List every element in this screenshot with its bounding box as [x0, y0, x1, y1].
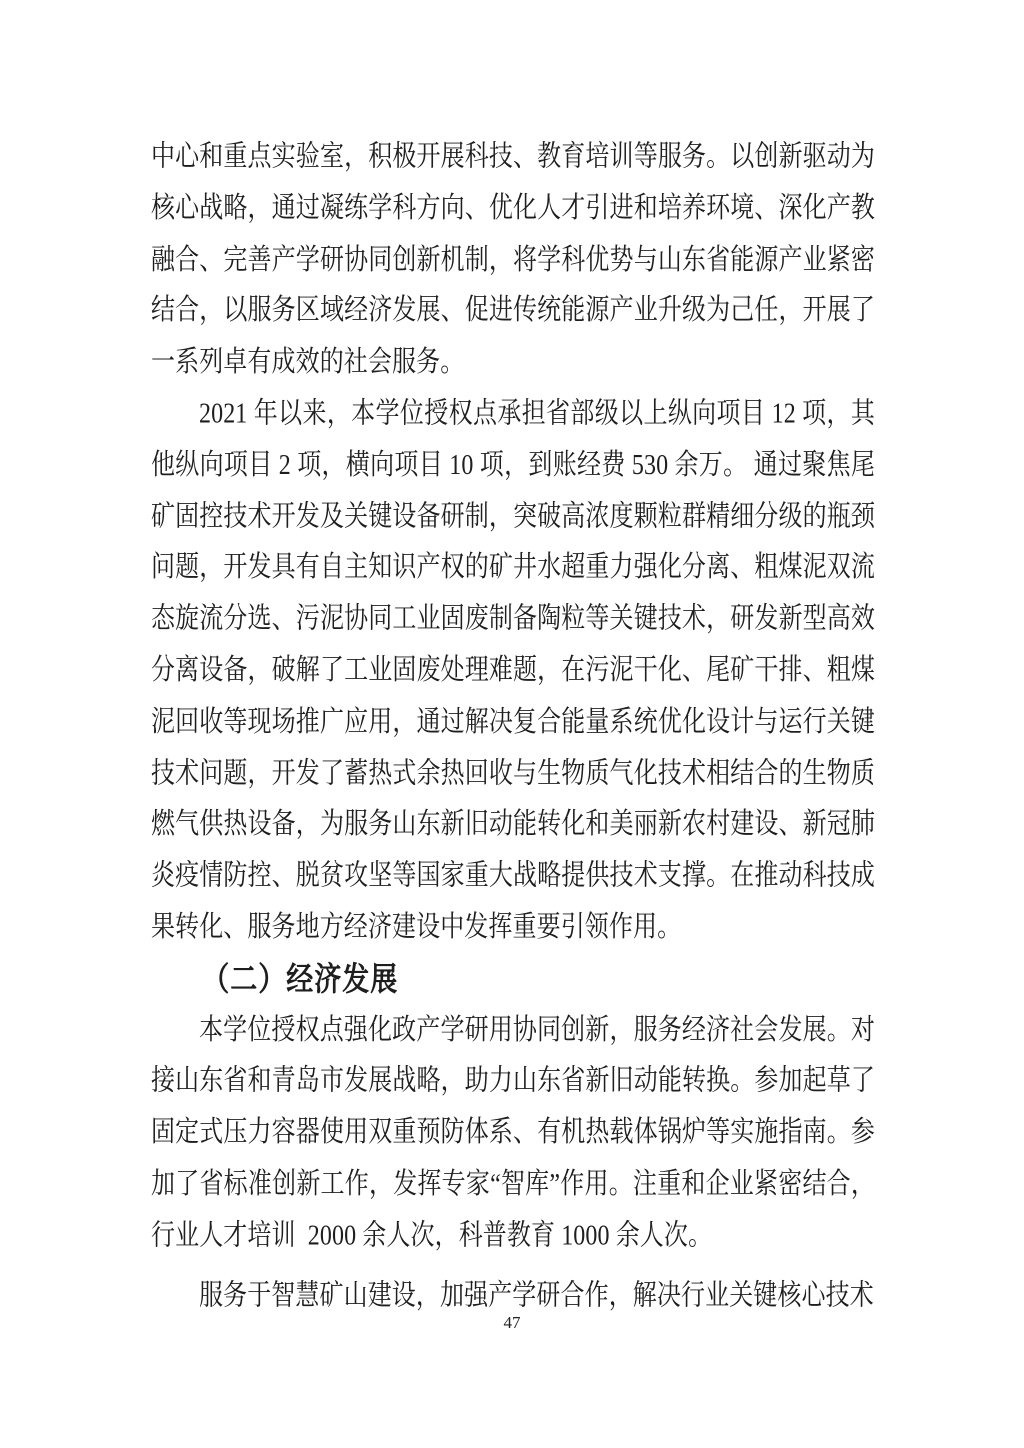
document-body: [151, 132, 875, 1322]
paragraph: 2021 年以来，本学位授权点承担省部级以上纵向项目 12 项，其他纵向项目 2 项，横向项目 10 项，到账经费 530 余万。 通过聚焦尾矿固控技术开发及关键设备研制，突破高浓度颗粒群精细分级的瓶颈问题，开发具有自主知识产权的矿井水超重力强化分离、粗煤泥双流态旋流分选、污泥协同工业固废制备陶粒等关键技术，研发新型高效分离设备，破解了工业固废处理难题，在污泥干化、尾矿干排、粗煤泥回收等现场推广应用，通过解决复合能量系统优化设计与运行关键技术问题，开发了蓄热式余热回收与生物质气化技术相结合的生物质燃气供热设备，为服务山东新旧动能转化和美丽新农村建设、新冠肺炎疫情防控、脱贫攻坚等国家重大战略提供技术支撑。在推动科技成果转化、服务地方经济建设中发挥重要引领作用。: [151, 398, 875, 944]
page-number: 47: [503, 1313, 521, 1332]
section-heading: （二）经济发展: [202, 960, 399, 997]
paragraph: 中心和重点实验室，积极开展科技、教育培训等服务。以创新驱动为核心战略，通过凝练学科方向、优化人才引进和培养环境、深化产教融合、完善产学研协同创新机制，将学科优势与山东省能源产业紧密结合，以服务区域经济发展、促进传统能源产业升级为己任，开展了一系列卓有成效的社会服务。: [151, 141, 875, 379]
paragraph: 服务于智慧矿山建设，加强产学研合作，解决行业关键核心技术: [199, 1279, 874, 1312]
paragraph: 本学位授权点强化政产学研用协同创新，服务经济社会发展。对接山东省和青岛市发展战略，助力山东省新旧动能转换。参加起草了固定式压力容器使用双重预防体系、有机热载体锅炉等实施指南。参加了省标准创新工作，发挥专家“智库”作用。注重和企业紧密结合，行业人才培训 2000 余人次，科普教育 1000 余人次。: [151, 1014, 875, 1252]
